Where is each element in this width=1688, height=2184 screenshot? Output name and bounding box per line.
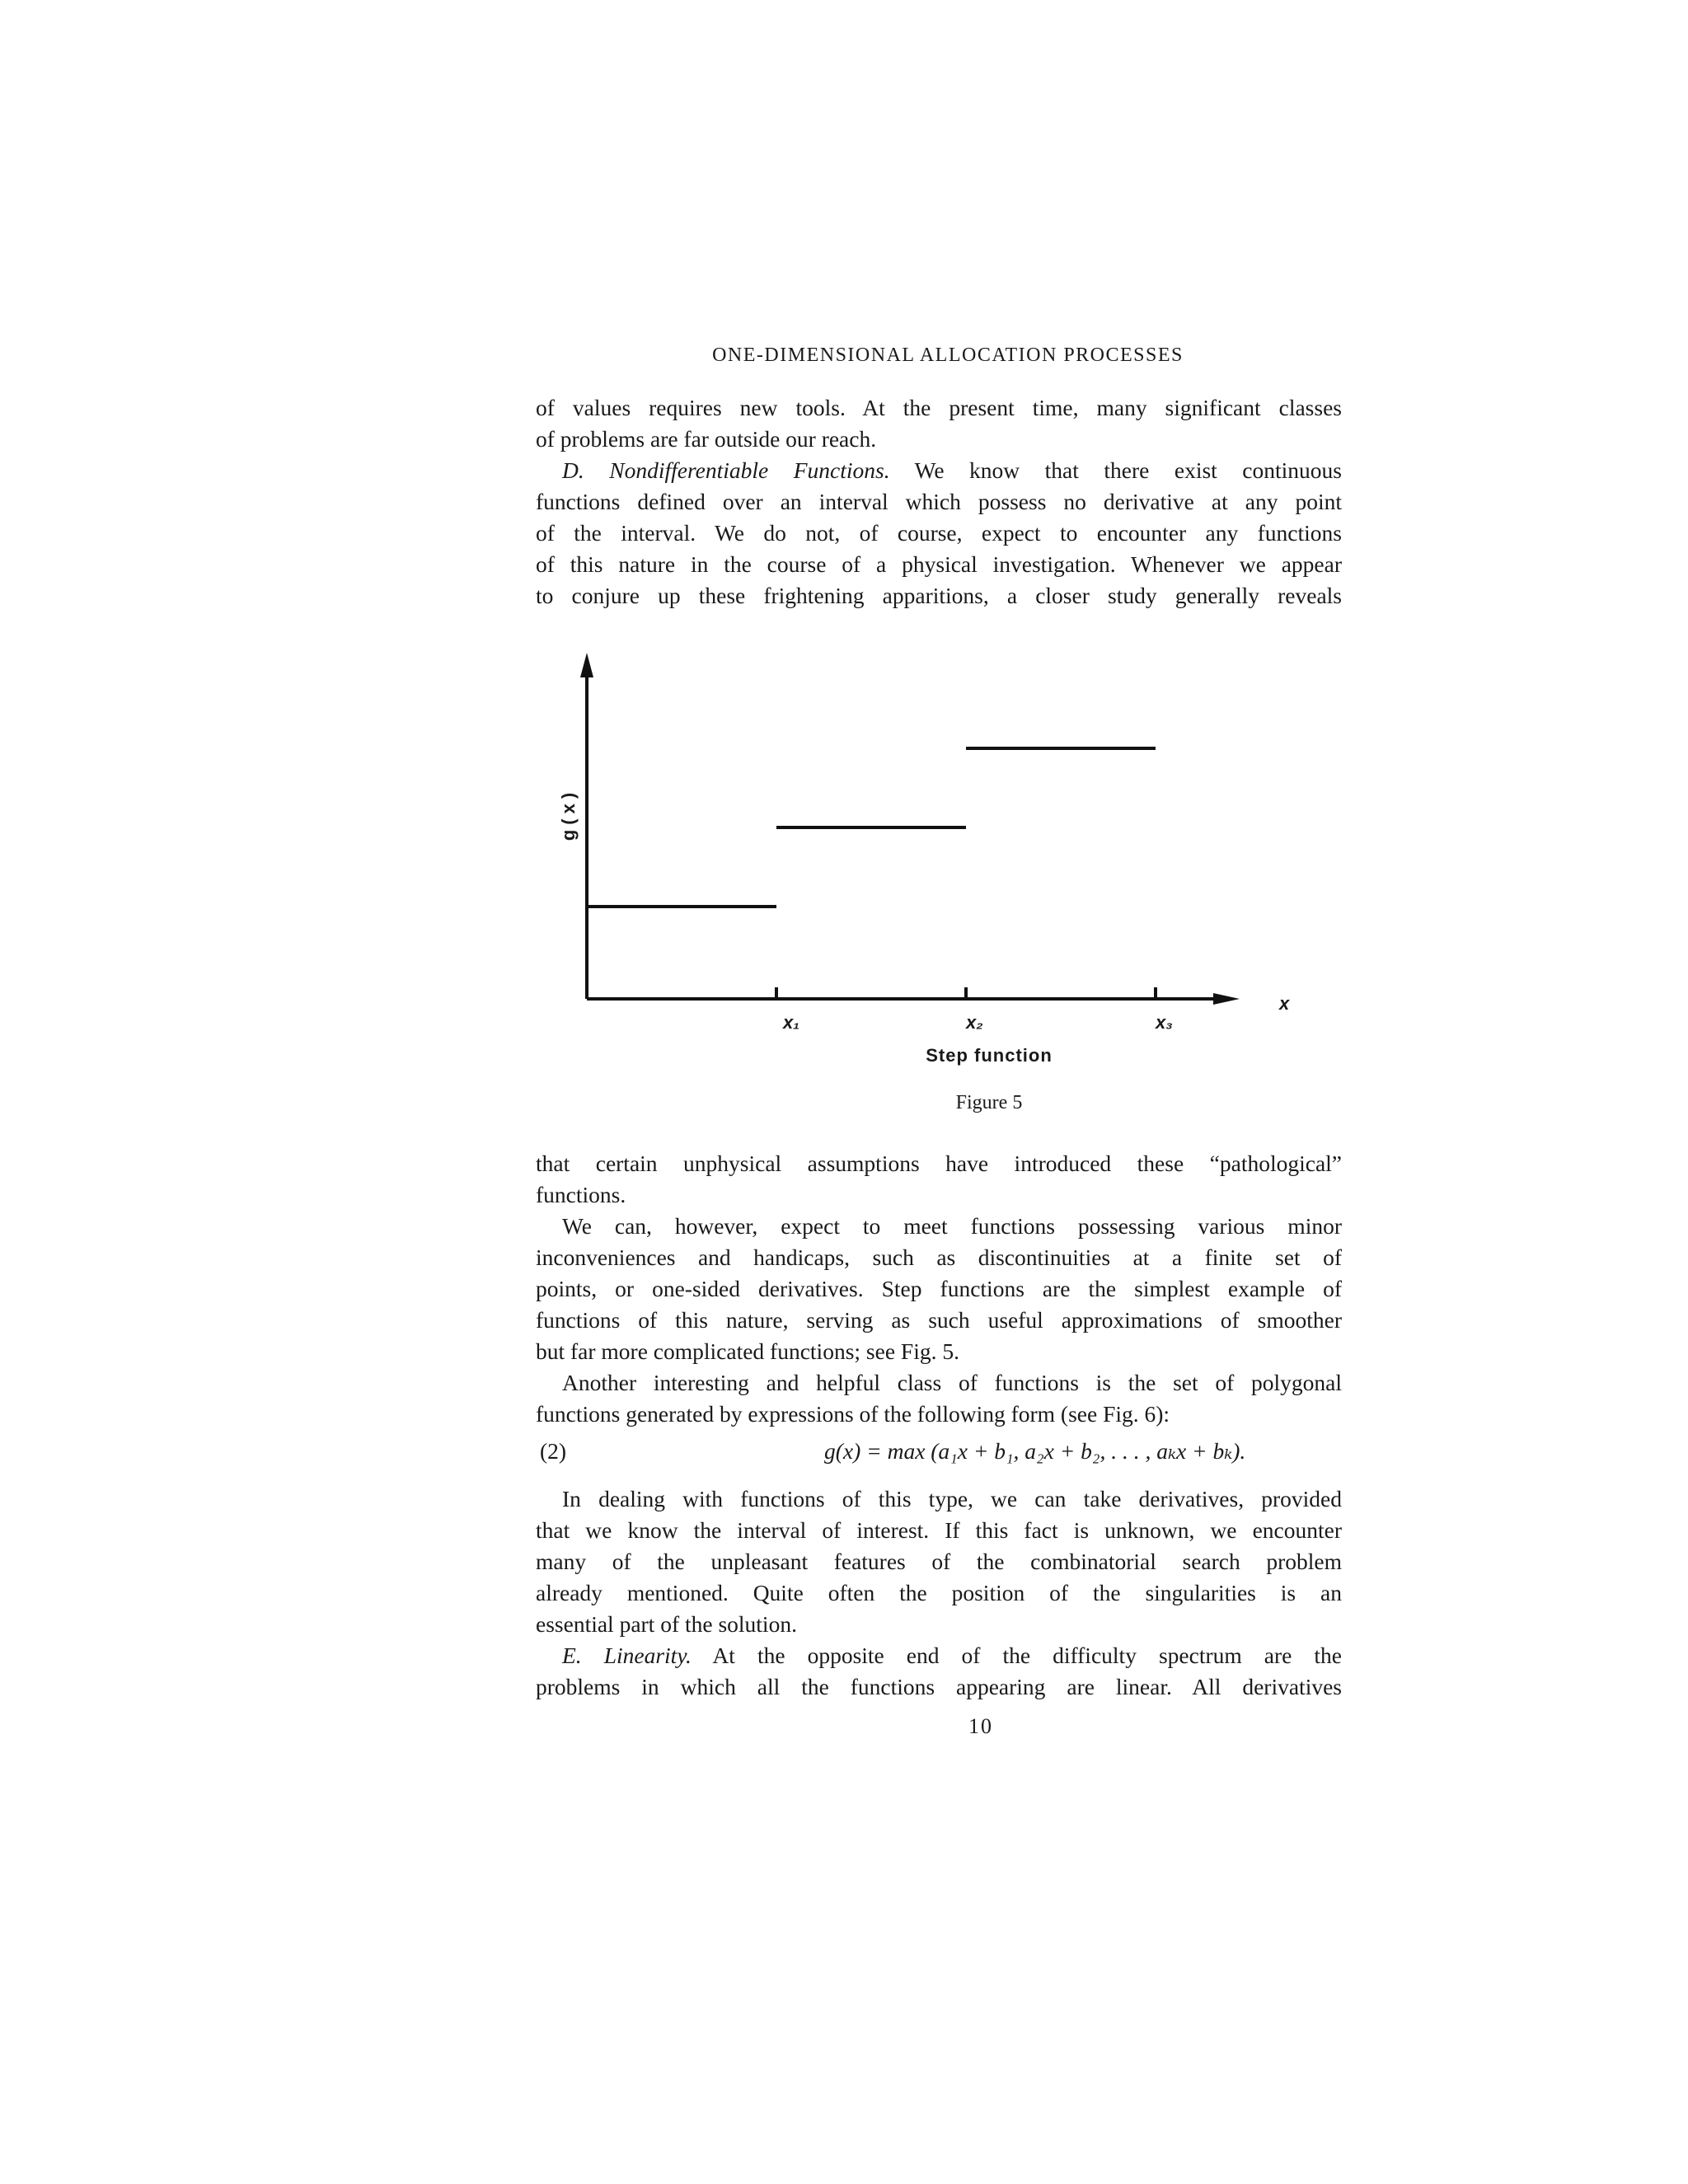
text-line: essential part of the solution. bbox=[536, 1611, 797, 1637]
y-axis-label: g(x) bbox=[558, 787, 579, 841]
y-axis-arrow bbox=[580, 653, 593, 677]
paragraph-after-figure bbox=[536, 1148, 1342, 1211]
x-tick-label-3: x₃ bbox=[1156, 1012, 1173, 1033]
x-tick-label-2: x₂ bbox=[966, 1012, 983, 1033]
text-line: of problems are far outside our reach. bbox=[536, 426, 877, 452]
text-line: functions of this nature, serving as such useful approximations of smoother bbox=[536, 1307, 1342, 1333]
text-line: functions generated by expressions of the following form (see Fig. 6): bbox=[536, 1401, 1170, 1427]
text-line: that we know the interval of interest. If this fact is unknown, we encounter bbox=[536, 1517, 1342, 1543]
step-function-figure bbox=[528, 643, 1335, 1038]
text-line: many of the unpleasant features of the combinatorial search problem bbox=[536, 1549, 1342, 1574]
section-e-paragraph bbox=[536, 1640, 1342, 1703]
text-line: of this nature in the course of a physical investigation. Whenever we appear bbox=[536, 551, 1342, 577]
text-line: of values requires new tools. At the present time, many significant classes bbox=[536, 395, 1342, 420]
paragraph-top bbox=[536, 392, 1342, 455]
section-e-heading: E. Linearity. bbox=[562, 1643, 692, 1668]
x-axis-arrow bbox=[1213, 993, 1240, 1005]
equation-number: (2) bbox=[540, 1438, 567, 1464]
text-line: functions. bbox=[536, 1182, 626, 1207]
equation-body: g(x) = max (a₁x + b₁, a₂x + b₂, . . . , aₖx + bₖ). bbox=[824, 1438, 1246, 1464]
section-d-heading: D. Nondifferentiable Functions. bbox=[562, 457, 890, 483]
text-line: We know that there exist continuous bbox=[889, 457, 1342, 483]
text-line: inconveniences and handicaps, such as discontinuities at a finite set of bbox=[536, 1244, 1342, 1270]
x-axis-label: x bbox=[1279, 993, 1290, 1014]
page-number: 10 bbox=[968, 1714, 993, 1738]
figure-subtitle: Step function bbox=[926, 1045, 1053, 1066]
text-line: functions defined over an interval which possess no derivative at any point bbox=[536, 489, 1342, 514]
text-line: that certain unphysical assumptions have introduced these “pathological” bbox=[536, 1151, 1342, 1176]
text-line: already mentioned. Quite often the position of the singularities is an bbox=[536, 1580, 1342, 1605]
text-line: At the opposite end of the difficulty spectrum are the bbox=[691, 1643, 1342, 1668]
text-line: points, or one-sided derivatives. Step functions are the simplest example of bbox=[536, 1276, 1342, 1301]
paragraph-dealing bbox=[536, 1483, 1342, 1640]
text-line: Another interesting and helpful class of functions is the set of polygonal bbox=[562, 1370, 1342, 1395]
paragraph-polygonal bbox=[536, 1367, 1342, 1430]
text-line: of the interval. We do not, of course, expect to encounter any functions bbox=[536, 520, 1342, 546]
paragraph-minor-inconveniences bbox=[536, 1211, 1342, 1367]
figure-caption: Figure 5 bbox=[955, 1092, 1023, 1113]
x-tick-label-1: x₁ bbox=[783, 1012, 799, 1033]
section-d-paragraph bbox=[536, 455, 1342, 612]
text-line: problems in which all the functions appearing are linear. All derivatives bbox=[536, 1674, 1342, 1699]
text-line: to conjure up these frightening apparitions, a closer study generally reveals bbox=[536, 583, 1342, 608]
text-line: We can, however, expect to meet functions possessing various minor bbox=[562, 1213, 1342, 1239]
text-line: In dealing with functions of this type, we can take derivatives, provided bbox=[562, 1486, 1342, 1511]
running-header: ONE-DIMENSIONAL ALLOCATION PROCESSES bbox=[712, 344, 1184, 366]
text-line: but far more complicated functions; see Fig. 5. bbox=[536, 1338, 959, 1364]
